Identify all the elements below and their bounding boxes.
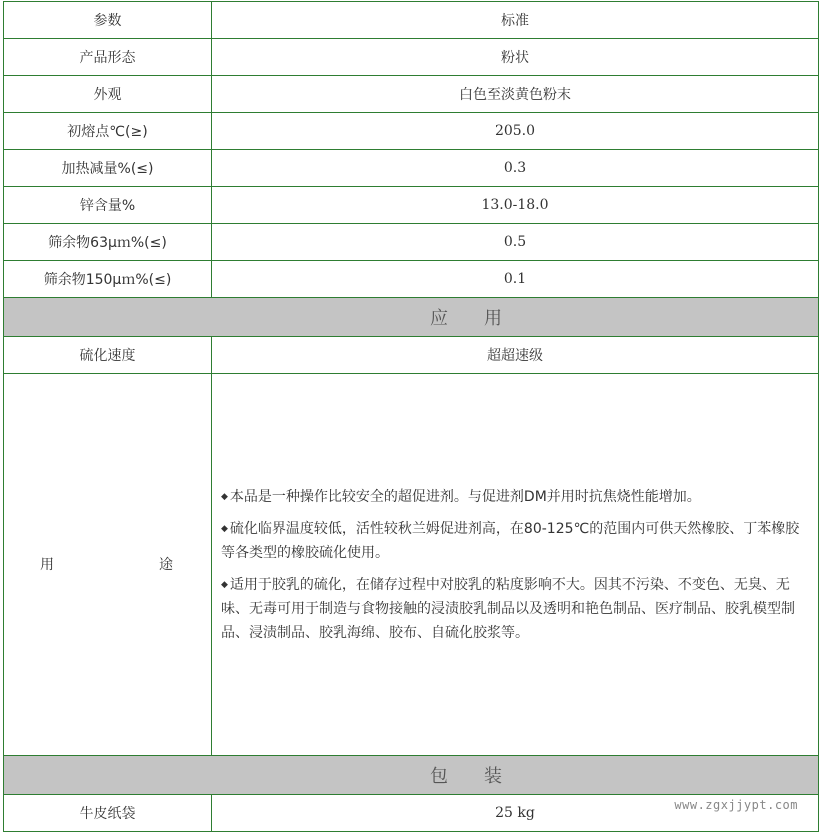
spec-param: 加热减量%(≤) <box>4 150 212 187</box>
spec-table <box>3 1 819 832</box>
header-param: 参数 <box>4 2 212 39</box>
diamond-bullet-icon: ◆ <box>221 523 228 534</box>
section-packaging <box>4 756 819 795</box>
usage-label <box>4 374 212 756</box>
spec-row-form <box>4 39 819 76</box>
spec-value: 0.1 <box>212 261 819 298</box>
spec-row-sieve-63 <box>4 224 819 261</box>
diamond-bullet-icon: ◆ <box>221 579 228 590</box>
speed-row <box>4 337 819 374</box>
spec-value: 白色至淡黄色粉末 <box>212 76 819 113</box>
spec-value: 205.0 <box>212 113 819 150</box>
speed-value: 超超速级 <box>212 337 819 374</box>
spec-param: 外观 <box>4 76 212 113</box>
packaging-value: 25 kg <box>212 795 819 832</box>
spec-value: 0.3 <box>212 150 819 187</box>
header-standard: 标准 <box>212 2 819 39</box>
spec-row-melting-point <box>4 113 819 150</box>
usage-label-a: 用 <box>40 557 54 573</box>
spec-row-heat-loss <box>4 150 819 187</box>
usage-description <box>212 374 819 756</box>
spec-value: 粉状 <box>212 39 819 76</box>
usage-row <box>4 374 819 756</box>
usage-paragraph: ◆ 本品是一种操作比较安全的超促进剂。与促进剂DM并用时抗焦烧性能增加。 <box>221 488 701 505</box>
spec-param: 筛余物150μｍ%(≤) <box>4 261 212 298</box>
spec-param: 锌含量% <box>4 187 212 224</box>
spec-value: 0.5 <box>212 224 819 261</box>
usage-paragraph: ◆ 适用于胶乳的硫化，在储存过程中对胶乳的粘度影响不大。因其不污染、不变色、无臭、无味、无毒可用于制造与食物接触的浸渍胶乳制品以及透明和艳色制品、医疗制品、胶乳模型制品、浸渍制品、胶乳海绵、胶布、自硫化胶浆等。 <box>221 576 795 641</box>
header-row <box>4 2 819 39</box>
spec-param: 产品形态 <box>4 39 212 76</box>
spec-param: 筛余物63μｍ%(≤) <box>4 224 212 261</box>
section-application <box>4 298 819 337</box>
packaging-item: 牛皮纸袋 <box>4 795 212 832</box>
spec-row-appearance <box>4 76 819 113</box>
section-title: 应 用 <box>430 308 502 329</box>
speed-label: 硫化速度 <box>4 337 212 374</box>
section-title: 包 装 <box>430 766 502 787</box>
spec-param: 初熔点℃(≥) <box>4 113 212 150</box>
usage-label-b: 途 <box>159 557 173 573</box>
usage-paragraph: ◆ 硫化临界温度较低，活性较秋兰姆促进剂高，在80-125℃的范围内可供天然橡胶、丁苯橡胶等各类型的橡胶硫化使用。 <box>221 520 800 561</box>
spec-value: 13.0-18.0 <box>212 187 819 224</box>
site-watermark: www.zgxjjypt.com <box>671 797 801 813</box>
spec-row-sieve-150 <box>4 261 819 298</box>
diamond-bullet-icon: ◆ <box>221 491 228 502</box>
spec-row-zinc <box>4 187 819 224</box>
